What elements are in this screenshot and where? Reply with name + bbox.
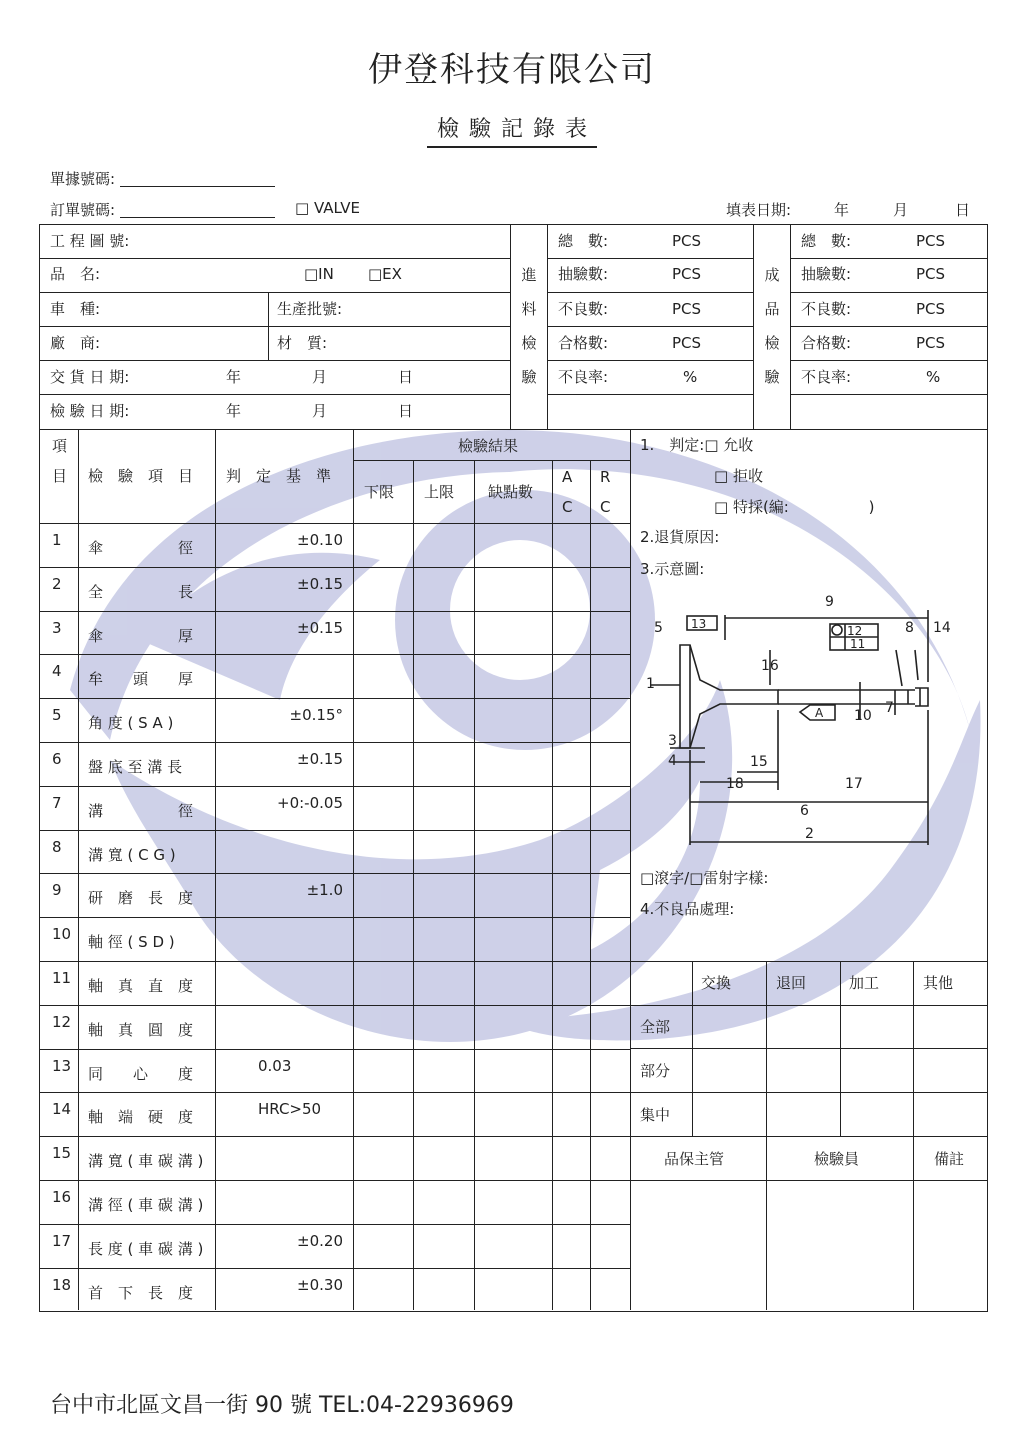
fill-date-month: 月 <box>893 201 909 219</box>
row-number: 6 <box>52 750 62 768</box>
company-name: 伊登科技有限公司 <box>368 50 656 90</box>
vendor-label: 廠 商: <box>50 334 101 352</box>
vehicle-label: 車 種: <box>50 300 101 318</box>
incoming-total-label: 總 數: <box>558 232 609 250</box>
finished-total-unit: PCS <box>916 232 946 250</box>
finished-rate-label: 不良率: <box>801 368 852 386</box>
row-spec: ±0.15° <box>289 706 343 724</box>
svg-text:17: 17 <box>845 776 863 792</box>
row-inspect-item: 研 磨 長 度 <box>88 889 194 907</box>
row-number: 7 <box>52 794 62 812</box>
row-divider <box>40 1224 630 1225</box>
handling-col-exchange: 交換 <box>701 974 732 992</box>
engrave-label[interactable]: □滾字/□雷射字樣: <box>640 869 769 887</box>
row-number: 12 <box>52 1013 72 1031</box>
svg-text:15: 15 <box>750 754 768 770</box>
row-divider <box>40 611 630 612</box>
inspect-year: 年 <box>226 402 242 420</box>
svg-text:5: 5 <box>654 620 663 636</box>
header-criteria: 判 定 基 準 <box>226 467 332 485</box>
row-inspect-item: 軸 徑 ( S D ) <box>88 933 175 951</box>
incoming-total-unit: PCS <box>672 232 702 250</box>
header-rc-r: R <box>600 468 611 486</box>
finished-rate-unit: % <box>926 368 941 386</box>
row-spec: ±1.0 <box>306 881 343 899</box>
drawing-no-label: 工 程 圖 號: <box>50 232 130 250</box>
row-number: 15 <box>52 1144 72 1162</box>
row-number: 13 <box>52 1057 72 1075</box>
svg-text:6: 6 <box>800 803 809 819</box>
row-inspect-item: 盤 底 至 溝 長 <box>88 758 183 776</box>
row-divider <box>40 1049 630 1050</box>
row-spec: ±0.15 <box>297 575 343 593</box>
delivery-month: 月 <box>312 368 328 386</box>
incoming-sample-unit: PCS <box>672 265 702 283</box>
header-ac-c: C <box>562 498 573 516</box>
row-divider <box>40 830 630 831</box>
row-divider <box>40 1092 630 1093</box>
row-spec: ±0.15 <box>297 619 343 637</box>
finished-pass-label: 合格數: <box>801 334 852 352</box>
header-inspect-item: 檢 驗 項 目 <box>88 467 194 485</box>
svg-text:16: 16 <box>761 658 779 674</box>
row-number: 5 <box>52 706 62 724</box>
row-number: 3 <box>52 619 62 637</box>
row-divider <box>40 1005 630 1006</box>
incoming-inspection-label: 進 料 檢 驗 <box>521 266 537 386</box>
finished-defect-unit: PCS <box>916 300 946 318</box>
signoff-qa: 品保主管 <box>664 1150 725 1168</box>
header-item-bottom: 目 <box>52 467 68 485</box>
order-no-field[interactable] <box>120 217 275 218</box>
row-inspect-item: 溝 寬 ( 車 碳 溝 ) <box>88 1152 204 1170</box>
form-title: 檢驗記錄表 <box>0 112 1024 143</box>
judgement-special[interactable]: □ 特採(編: ) <box>714 498 875 516</box>
header-rc-c: C <box>600 498 611 516</box>
row-inspect-item: 牟 頭 厚 <box>88 670 194 688</box>
row-inspect-item: 角 度 ( S A ) <box>88 714 174 732</box>
row-inspect-item: 軸 端 硬 度 <box>88 1108 194 1126</box>
handling-col-process: 加工 <box>849 974 880 992</box>
row-inspect-item: 長 度 ( 車 碳 溝 ) <box>88 1240 204 1258</box>
row-inspect-item: 溝 徑 <box>88 802 194 820</box>
company-address: 台中市北區文昌一街 90 號 TEL:04-22936969 <box>50 1393 514 1418</box>
handling-row-concentrated: 集中 <box>640 1106 671 1124</box>
row-number: 16 <box>52 1188 72 1206</box>
row-number: 8 <box>52 838 62 856</box>
row-inspect-item: 軸 真 圓 度 <box>88 1021 194 1039</box>
row-inspect-item: 同 心 度 <box>88 1065 194 1083</box>
svg-text:1: 1 <box>646 676 655 692</box>
row-inspect-item: 傘 徑 <box>88 539 194 557</box>
svg-text:A: A <box>815 706 824 720</box>
svg-text:4: 4 <box>668 753 677 769</box>
fill-date-day: 日 <box>955 201 971 219</box>
incoming-pass-unit: PCS <box>672 334 702 352</box>
row-inspect-item: 軸 真 直 度 <box>88 977 194 995</box>
incoming-sample-label: 抽驗數: <box>558 265 609 283</box>
judgement-reject[interactable]: □ 拒收 <box>714 467 763 485</box>
row-number: 14 <box>52 1100 72 1118</box>
row-spec: ±0.10 <box>297 531 343 549</box>
doc-no-label: 單據號碼: <box>50 170 116 188</box>
signoff-remark: 備註 <box>934 1150 965 1168</box>
row-divider <box>40 1268 630 1269</box>
svg-text:7: 7 <box>885 700 894 716</box>
header-ac-a: A <box>562 468 573 486</box>
row-number: 17 <box>52 1232 72 1250</box>
fill-date-label: 填表日期: <box>726 201 792 219</box>
row-spec: 0.03 <box>258 1057 292 1075</box>
inspect-date-label: 檢 驗 日 期: <box>50 402 130 420</box>
finished-inspection-label: 成 品 檢 驗 <box>764 266 780 386</box>
delivery-year: 年 <box>226 368 242 386</box>
inspect-day: 日 <box>398 402 414 420</box>
finished-sample-label: 抽驗數: <box>801 265 852 283</box>
header-result: 檢驗結果 <box>458 437 519 455</box>
order-no-label: 訂單號碼: <box>50 201 116 219</box>
row-number: 4 <box>52 662 62 680</box>
handling-row-all: 全部 <box>640 1018 671 1036</box>
row-inspect-item: 傘 厚 <box>88 627 194 645</box>
finished-total-label: 總 數: <box>801 232 852 250</box>
delivery-date-label: 交 貨 日 期: <box>50 368 130 386</box>
row-divider <box>40 873 630 874</box>
return-reason-label: 2.退貨原因: <box>640 528 720 546</box>
incoming-defect-label: 不良數: <box>558 300 609 318</box>
header-defects: 缺點數 <box>488 483 534 501</box>
svg-text:3: 3 <box>668 733 677 749</box>
delivery-day: 日 <box>398 368 414 386</box>
row-divider <box>40 1180 630 1181</box>
row-inspect-item: 首 下 長 度 <box>88 1284 194 1302</box>
in-checkbox[interactable]: □IN <box>304 265 334 283</box>
row-divider <box>40 742 630 743</box>
fill-date-year: 年 <box>834 201 850 219</box>
batch-label: 生產批號: <box>277 300 343 318</box>
incoming-pass-label: 合格數: <box>558 334 609 352</box>
signoff-inspector: 檢驗員 <box>814 1150 860 1168</box>
svg-text:18: 18 <box>726 776 744 792</box>
judgement-accept[interactable]: 1. 判定:□ 允收 <box>640 436 754 454</box>
defect-handling-label: 4.不良品處理: <box>640 900 735 918</box>
ex-checkbox[interactable]: □EX <box>368 265 402 283</box>
product-name-label: 品 名: <box>50 265 101 283</box>
row-spec: HRC>50 <box>258 1100 322 1118</box>
handling-row-partial: 部分 <box>640 1062 671 1080</box>
row-divider <box>40 567 630 568</box>
handling-col-return: 退回 <box>776 974 807 992</box>
header-upper: 上限 <box>424 483 455 501</box>
row-divider <box>40 654 630 655</box>
valve-diagram <box>640 590 970 860</box>
finished-defect-label: 不良數: <box>801 300 852 318</box>
diagram-label: 3.示意圖: <box>640 560 705 578</box>
svg-text:13: 13 <box>691 617 707 631</box>
row-spec: ±0.15 <box>297 750 343 768</box>
row-divider <box>40 786 630 787</box>
header-item-top: 項 <box>52 437 68 455</box>
doc-no-field[interactable] <box>120 186 275 187</box>
svg-text:10: 10 <box>854 708 872 724</box>
row-number: 2 <box>52 575 62 593</box>
material-label: 材 質: <box>277 334 328 352</box>
row-divider <box>40 698 630 699</box>
row-inspect-item: 溝 寬 ( C G ) <box>88 846 176 864</box>
row-divider <box>40 917 630 918</box>
finished-sample-unit: PCS <box>916 265 946 283</box>
row-number: 18 <box>52 1276 72 1294</box>
finished-pass-unit: PCS <box>916 334 946 352</box>
header-lower: 下限 <box>364 483 395 501</box>
row-divider <box>40 523 630 524</box>
row-divider <box>40 961 630 962</box>
incoming-rate-label: 不良率: <box>558 368 609 386</box>
row-number: 1 <box>52 531 62 549</box>
row-inspect-item: 溝 徑 ( 車 碳 溝 ) <box>88 1196 204 1214</box>
handling-col-other: 其他 <box>923 974 954 992</box>
incoming-defect-unit: PCS <box>672 300 702 318</box>
svg-text:9: 9 <box>825 594 834 610</box>
svg-text:14: 14 <box>933 620 951 636</box>
row-number: 10 <box>52 925 72 943</box>
row-number: 11 <box>52 969 72 987</box>
row-spec: ±0.20 <box>297 1232 343 1250</box>
row-divider <box>40 1136 630 1137</box>
svg-text:12: 12 <box>847 624 863 638</box>
inspect-month: 月 <box>312 402 328 420</box>
row-number: 9 <box>52 881 62 899</box>
svg-text:2: 2 <box>805 826 814 842</box>
row-inspect-item: 全 長 <box>88 583 194 601</box>
row-spec: ±0.30 <box>297 1276 343 1294</box>
svg-text:8: 8 <box>905 620 914 636</box>
incoming-rate-unit: % <box>683 368 698 386</box>
valve-checkbox[interactable]: □ VALVE <box>295 199 360 217</box>
svg-text:11: 11 <box>850 637 866 651</box>
row-spec: +0:-0.05 <box>277 794 343 812</box>
